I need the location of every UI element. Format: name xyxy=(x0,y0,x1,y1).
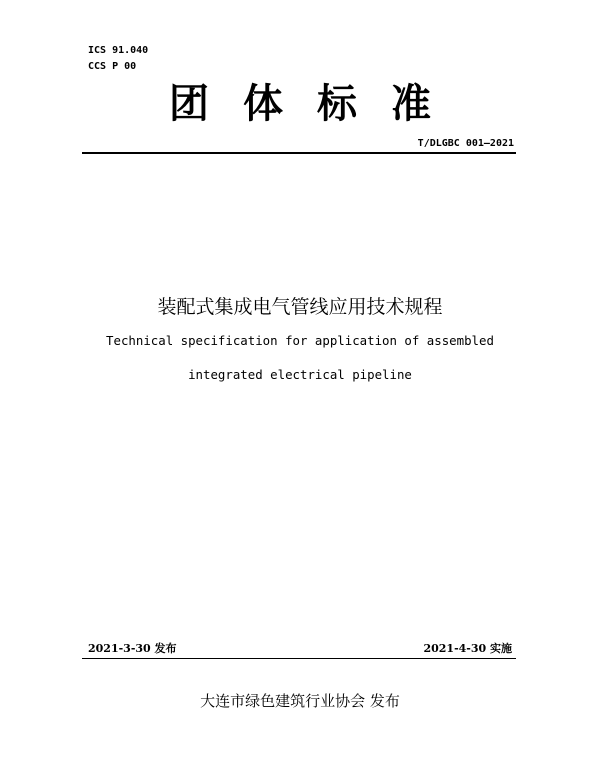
bottom-divider xyxy=(82,658,516,659)
publisher: 大连市绿色建筑行业协会 发布 xyxy=(200,692,400,710)
ics-code: ICS 91.040 xyxy=(88,45,149,56)
classification-block xyxy=(88,43,148,75)
english-title-line-1: Technical specification for application of assembled xyxy=(106,333,494,348)
english-title-line-2: integrated electrical pipeline xyxy=(188,367,412,382)
ccs-code: CCS P 00 xyxy=(88,61,137,72)
issue-date: 2021-3-30 发布 xyxy=(88,642,177,655)
standard-code: T/DLGBC 001—2021 xyxy=(417,138,514,149)
standard-type-heading: 团体标准 xyxy=(169,81,465,127)
implement-date: 2021-4-30 实施 xyxy=(423,642,512,655)
top-divider xyxy=(82,152,516,154)
chinese-title: 装配式集成电气管线应用技术规程 xyxy=(157,296,443,318)
